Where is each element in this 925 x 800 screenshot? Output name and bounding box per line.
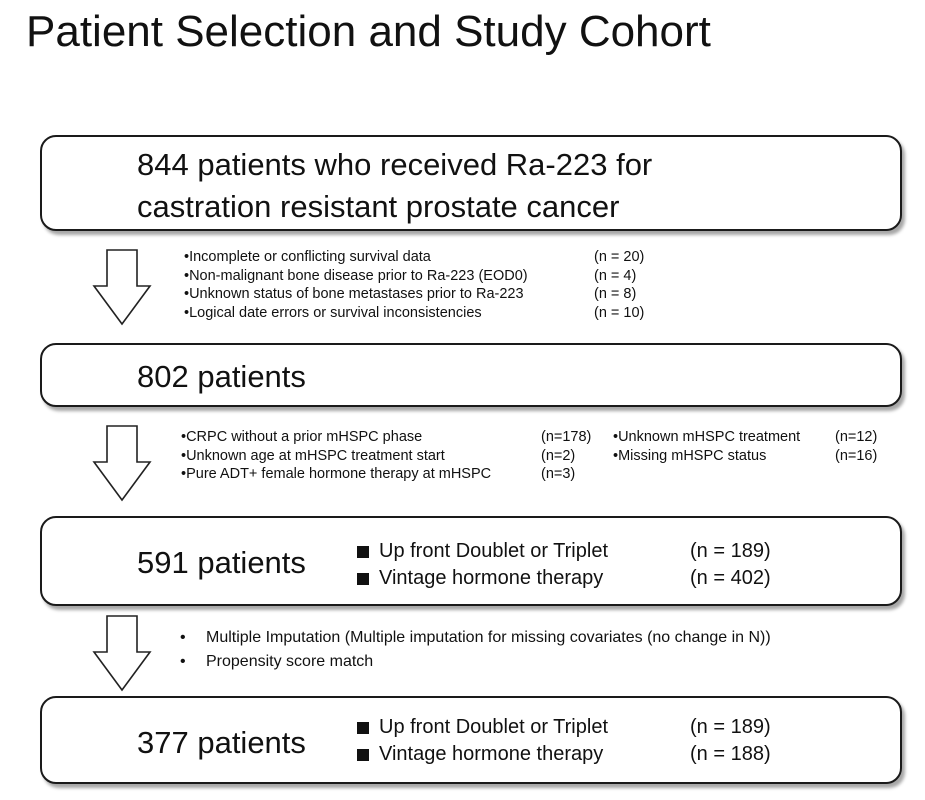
exclusion-label: Missing mHSPC status xyxy=(618,447,767,464)
exclusion-label: Unknown status of bone metastases prior to Ra-223 xyxy=(189,286,524,302)
group-count: (n = 189) xyxy=(690,716,771,738)
square-bullet-icon xyxy=(357,749,369,761)
bullet: • xyxy=(184,249,190,265)
exclusion-count: (n = 20) xyxy=(594,249,645,265)
exclusion-count: (n=12) xyxy=(835,429,878,445)
square-bullet-icon xyxy=(357,546,369,558)
box-text xyxy=(137,144,652,228)
exclusion-count: (n = 4) xyxy=(594,267,637,284)
flow-box-after-exclusion-1 xyxy=(40,343,902,407)
group-label: Vintage hormone therapy xyxy=(379,743,604,765)
bullet: • xyxy=(180,653,186,670)
square-bullet-icon xyxy=(357,722,369,734)
exclusion-count: (n = 10) xyxy=(594,304,645,321)
flow-box-final-cohort xyxy=(40,696,902,784)
down-arrow-icon xyxy=(92,248,152,326)
exclusion-label: Pure ADT+ female hormone therapy at mHSPC xyxy=(186,466,492,482)
group-count: (n = 188) xyxy=(690,743,771,765)
flow-box-after-exclusion-2 xyxy=(40,516,902,606)
bullet: • xyxy=(184,267,190,284)
box-line: 802 patients xyxy=(137,359,306,394)
exclusion-count: (n=3) xyxy=(541,466,576,482)
processing-label: Propensity score match xyxy=(206,653,374,670)
exclusion-label: Non-malignant bone disease prior to Ra-223 (EOD0) xyxy=(189,267,528,284)
down-arrow-icon xyxy=(92,614,152,692)
exclusion-label: Unknown mHSPC treatment xyxy=(618,429,801,445)
bullet: • xyxy=(613,447,619,464)
group-label: Up front Doublet or Triplet xyxy=(379,540,608,562)
bullet: • xyxy=(181,429,187,445)
exclusion-label: Incomplete or conflicting survival data xyxy=(189,249,431,265)
page-title: Patient Selection and Study Cohort xyxy=(26,7,711,56)
down-arrow-icon xyxy=(92,424,152,502)
square-bullet-icon xyxy=(357,573,369,585)
group-count: (n = 402) xyxy=(690,567,771,589)
exclusion-count: (n=178) xyxy=(541,429,592,445)
bullet: • xyxy=(184,286,190,302)
exclusion-label: CRPC without a prior mHSPC phase xyxy=(186,429,423,445)
group-count: (n = 189) xyxy=(690,540,771,562)
exclusion-count: (n=2) xyxy=(541,447,576,464)
bullet: • xyxy=(181,447,187,464)
exclusion-label: Unknown age at mHSPC treatment start xyxy=(186,447,445,464)
exclusion-count: (n = 8) xyxy=(594,286,637,302)
processing-label: Multiple Imputation (Multiple imputation for missing covariates (no change in N)) xyxy=(206,629,771,646)
box-line: 377 patients xyxy=(137,725,306,760)
bullet: • xyxy=(180,629,186,646)
exclusion-count: (n=16) xyxy=(835,447,878,464)
group-label: Vintage hormone therapy xyxy=(379,567,604,589)
group-label: Up front Doublet or Triplet xyxy=(379,716,608,738)
bullet: • xyxy=(181,466,187,482)
box-line: 591 patients xyxy=(137,545,306,580)
box-line: castration resistant prostate cancer xyxy=(137,189,620,224)
flow-box-initial-cohort xyxy=(40,135,902,231)
bullet: • xyxy=(613,429,619,445)
exclusion-label: Logical date errors or survival inconsistencies xyxy=(189,304,482,321)
box-line: 844 patients who received Ra-223 for xyxy=(137,147,653,182)
bullet: • xyxy=(184,304,190,321)
